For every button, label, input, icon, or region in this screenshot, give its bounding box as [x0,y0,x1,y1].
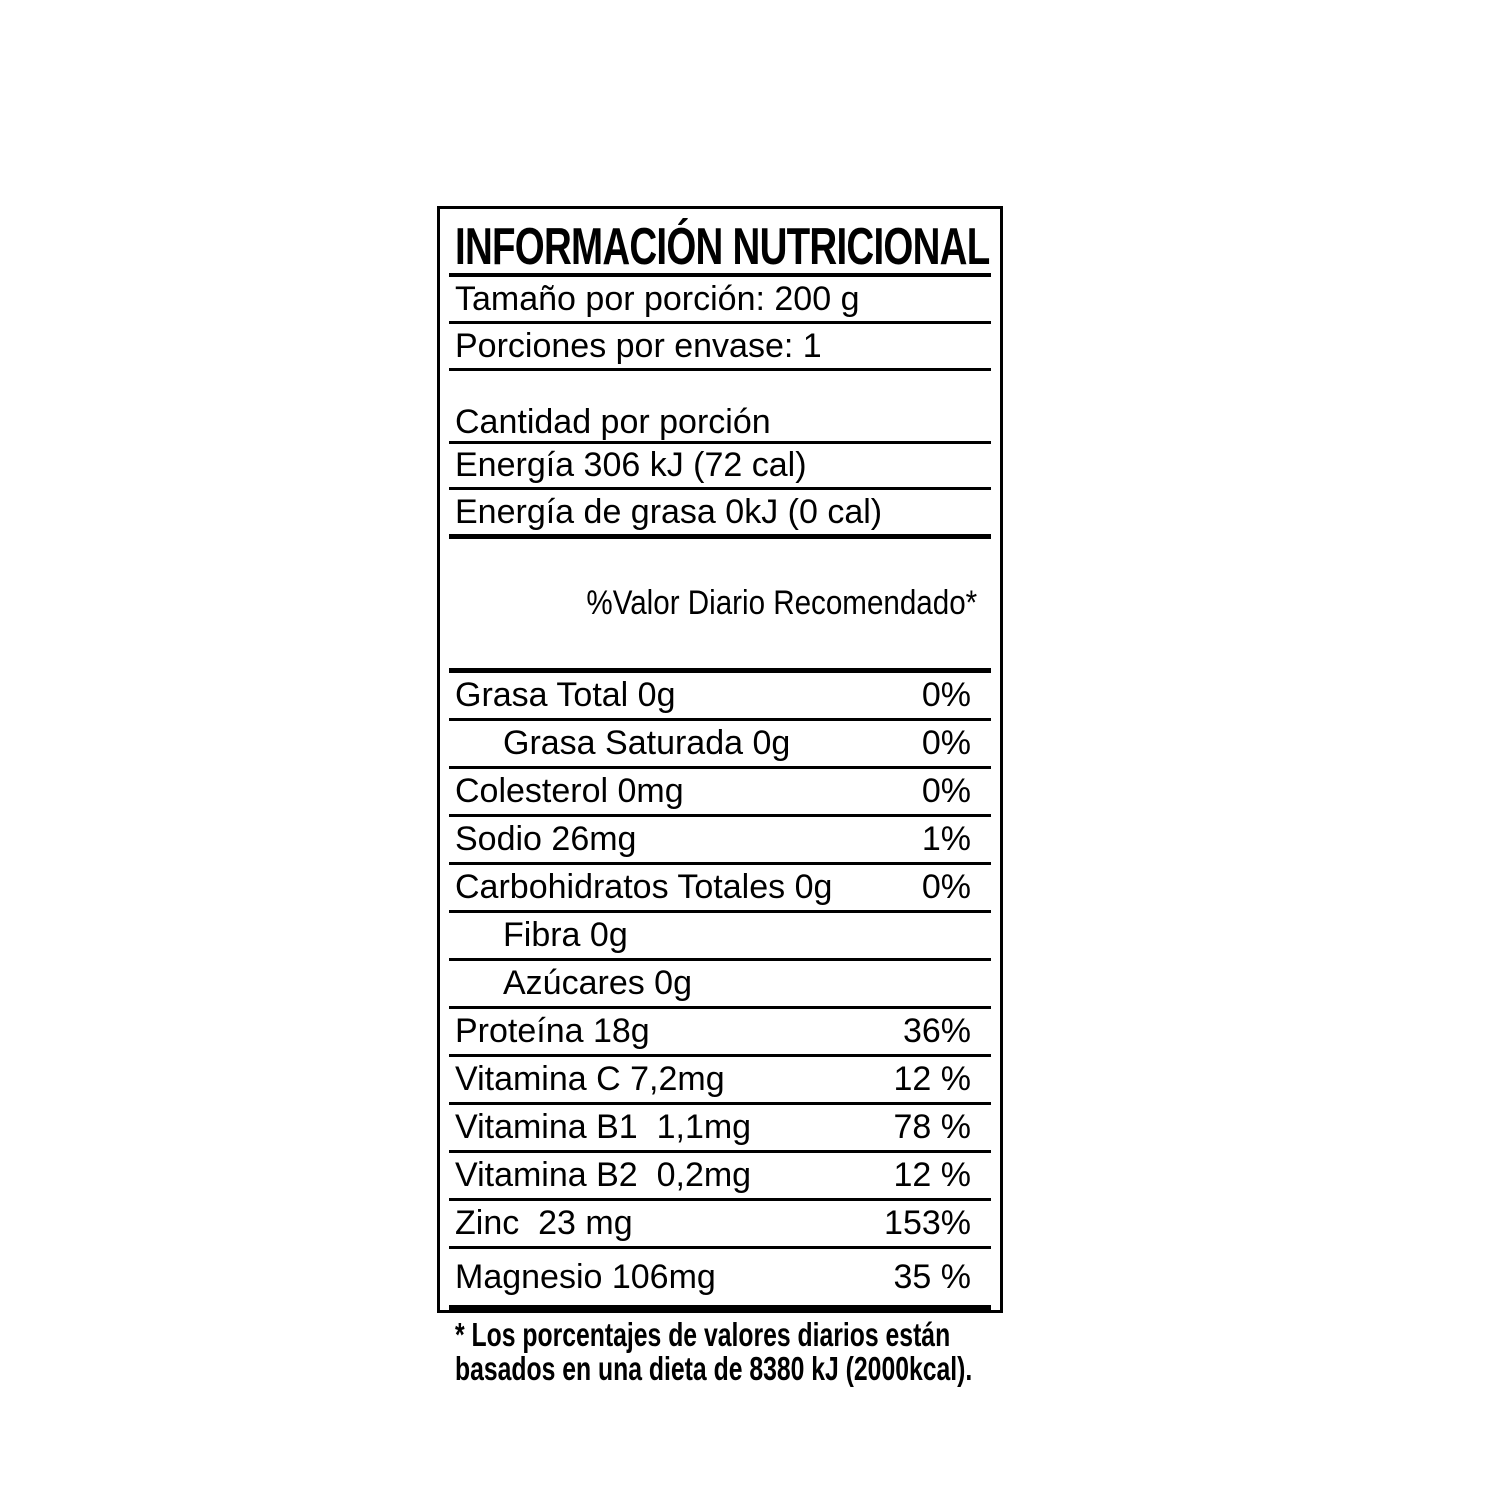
nutrient-row-zinc [449,1201,991,1249]
nutrient-name: Proteína 18g [455,1012,650,1050]
nutrient-name: Grasa Total 0g [455,676,676,714]
serving-size-row: Tamaño por porción: 200 g [449,277,991,324]
nutrient-row-magnesio [449,1249,991,1310]
nutrient-row-grasa-saturada [449,721,991,769]
nutrient-row-azucares [449,961,991,1009]
energy-row: Energía 306 kJ (72 cal) [449,444,991,490]
nutrient-name: Vitamina B2 0,2mg [455,1156,752,1194]
nutrient-name: Sodio 26mg [455,820,637,858]
daily-value-header: %Valor Diario Recomendado* [586,584,977,622]
nutrient-row-grasa-total [449,673,991,721]
nutrient-daily-value: 0% [921,724,971,762]
nutrient-daily-value: 36% [902,1012,971,1050]
nutrient-name: Azúcares 0g [503,964,692,1002]
nutrient-name: Zinc 23 mg [455,1204,633,1242]
section-spacer [449,371,991,403]
nutrient-daily-value: 35 % [893,1258,971,1296]
nutrient-daily-value: 1% [921,820,971,858]
nutrient-daily-value: 0% [921,868,971,906]
daily-value-header-row [449,539,991,673]
nutrient-name: Vitamina B1 1,1mg [455,1108,752,1146]
nutrient-row-proteina [449,1009,991,1057]
nutrient-name: Magnesio 106mg [455,1258,716,1296]
nutrient-row-vitamina-c [449,1057,991,1105]
nutrient-name: Grasa Saturada 0g [503,724,791,762]
nutrient-name: Vitamina C 7,2mg [455,1060,725,1098]
label-title: INFORMACIÓN NUTRICIONAL [455,218,990,276]
nutrient-daily-value: 0% [921,676,971,714]
nutrient-row-sodio [449,817,991,865]
amount-per-serving-row: Cantidad por porción [449,403,991,444]
servings-per-container-row: Porciones por envase: 1 [449,324,991,371]
nutrient-daily-value: 12 % [893,1060,971,1098]
energy-from-fat-row: Energía de grasa 0kJ (0 cal) [449,490,991,539]
nutrient-daily-value: 153% [884,1204,971,1242]
nutrient-daily-value: 12 % [893,1156,971,1194]
nutrient-row-fibra [449,913,991,961]
nutrient-daily-value: 78 % [893,1108,971,1146]
nutrient-row-carbohidratos [449,865,991,913]
nutrient-name: Colesterol 0mg [455,772,684,810]
nutrient-row-colesterol [449,769,991,817]
nutrient-row-vitamina-b1 [449,1105,991,1153]
nutrient-name: Fibra 0g [503,916,628,954]
label-title-row [449,209,991,277]
footnote-line-2: basados en una dieta de 8380 kJ (2000kcal). [455,1350,973,1387]
nutrient-row-vitamina-b2 [449,1153,991,1201]
footnote-line-1: * Los porcentajes de valores diarios están [455,1316,951,1353]
nutrient-daily-value: 0% [921,772,971,810]
nutrient-name: Carbohidratos Totales 0g [455,868,833,906]
daily-value-footnote [449,1310,991,1386]
nutrition-label [437,206,1003,1387]
